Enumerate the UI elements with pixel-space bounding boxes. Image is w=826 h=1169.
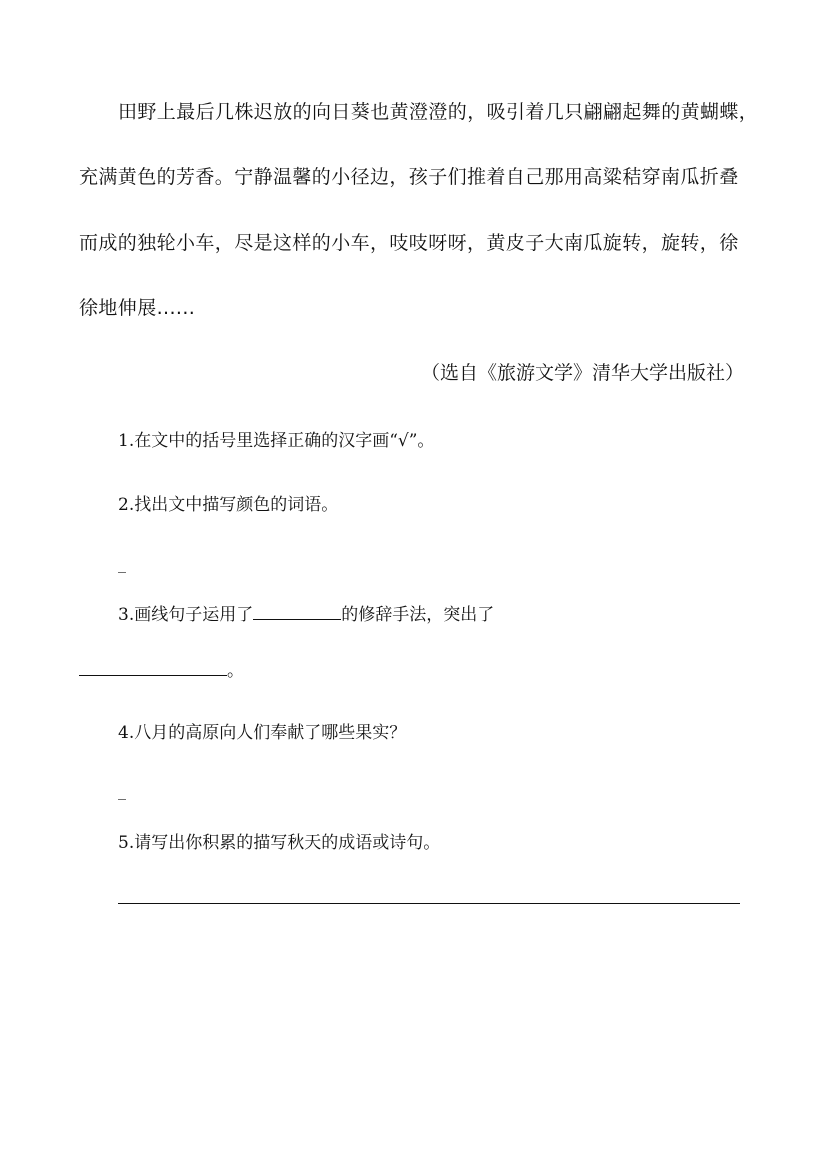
question-4: 4.八月的高原向人们奉献了哪些果实？ <box>118 723 407 743</box>
question-5-answer-line[interactable] <box>118 903 740 904</box>
question-2: 2.找出文中描写颜色的词语。 <box>118 495 339 515</box>
question-4-answer-line[interactable]: _ <box>118 781 126 800</box>
question-3-blank-1[interactable] <box>253 605 341 620</box>
passage-line-3: 而成的独轮小车，尽是这样的小车，吱吱呀呀，黄皮子大南瓜旋转，旋转，徐 <box>79 232 739 254</box>
question-5: 5.请写出你积累的描写秋天的成语或诗句。 <box>118 833 441 853</box>
passage-line-2: 充满黄色的芳香。宁静温馨的小径边，孩子们推着自己那用高粱秸穿南瓜折叠 <box>79 166 739 188</box>
passage-line-1: 田野上最后几株迟放的向日葵也黄澄澄的，吸引着几只翩翩起舞的黄蝴蝶， <box>118 101 759 123</box>
question-3-end: 。 <box>227 661 244 681</box>
question-3-middle: 的修辞手法，突出了 <box>341 605 495 625</box>
question-1: 1.在文中的括号里选择正确的汉字画“√”。 <box>118 431 435 451</box>
passage-line-4: 徐地伸展...... <box>79 297 196 319</box>
question-3-continuation <box>79 660 244 682</box>
question-3 <box>118 604 494 626</box>
question-3-prefix: 3.画线句子运用了 <box>118 605 254 625</box>
passage-source: （选自《旅游文学》清华大学出版社） <box>420 362 744 384</box>
question-2-answer-line[interactable]: _ <box>118 554 126 573</box>
question-3-blank-2[interactable] <box>79 661 227 676</box>
